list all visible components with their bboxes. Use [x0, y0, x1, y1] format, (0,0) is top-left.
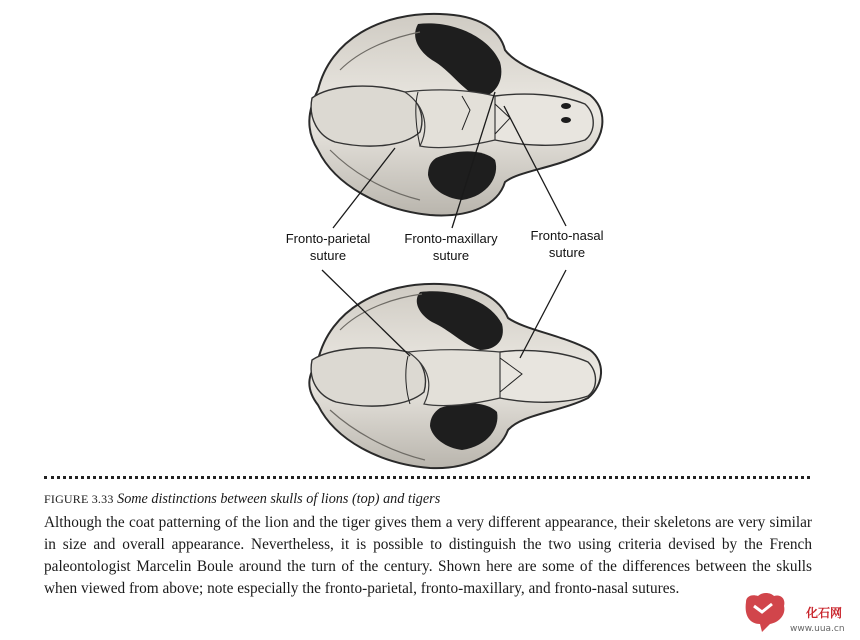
- watermark-url: www.uua.cn: [790, 624, 845, 634]
- figure-caption: [44, 490, 814, 508]
- tiger-skull: [309, 284, 601, 468]
- fronto-parietal-label-line1: Fronto-parietal: [285, 231, 371, 246]
- fronto-maxillary-label: [388, 230, 514, 264]
- fronto-maxillary-label-line1: Fronto-maxillary: [404, 231, 498, 246]
- fronto-nasal-label-line1: Fronto-nasal: [530, 228, 604, 243]
- lion-skull: [309, 14, 602, 216]
- fronto-nasal-label: [514, 227, 620, 261]
- fronto-nasal-label-line2: suture: [548, 245, 586, 260]
- fronto-parietal-label: [268, 230, 388, 264]
- dotted-divider: [44, 476, 810, 479]
- figure-number: FIGURE 3.33: [44, 492, 114, 506]
- figure-title: Some distinctions between skulls of lions (top) and tigers: [117, 491, 441, 507]
- fronto-parietal-label-line2: suture: [309, 248, 347, 263]
- body-paragraph: Although the coat patterning of the lion and the tiger gives them a very different appearance, their skeletons are very similar in size and overall appearance. Nevertheless, it is possible to distinguish the two using criteria devised by the French paleontologist Marcelin Boule around the turn of the century. Shown here are some of the differences between the skulls when viewed from above; note especially the fronto-parietal, fronto-maxillary, and fronto-nasal sutures.: [44, 514, 812, 597]
- fronto-maxillary-label-line2: suture: [432, 248, 470, 263]
- watermark-site-name: 化石网: [806, 606, 843, 620]
